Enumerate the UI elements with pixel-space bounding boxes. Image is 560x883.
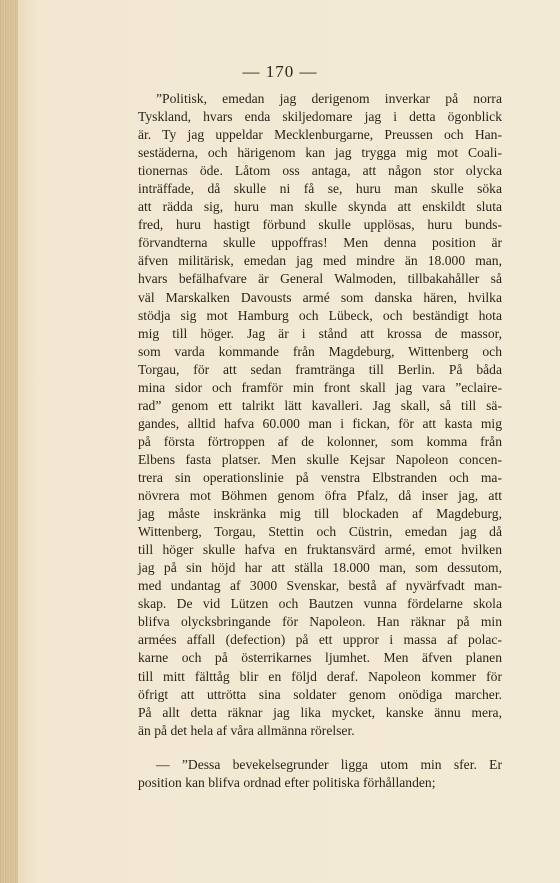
text-line: ”Politisk, emedan jag derigenom inverkar på norra <box>156 91 502 106</box>
body-text <box>138 90 502 792</box>
text-line: Tyskland, hvars enda skiljedomare jag i detta ögonblick <box>138 109 502 125</box>
text-line: att rädda sig, huru man skulle skynda att enskildt sluta <box>138 199 502 215</box>
text-line: mig till höger. Jag är i stånd att krossa de massor, <box>138 325 502 341</box>
text-line: är. Ty jag uppeldar Mecklenburgarne, Preussen och Han- <box>138 127 502 143</box>
text-line: karne och på österrikarnes ljumhet. Men äfven planen <box>138 650 502 666</box>
paragraph-1 <box>138 90 502 740</box>
text-line: till höger skulle hafva en fruktansvärd armé, emot hvilken <box>138 542 502 558</box>
page-binding-edge <box>0 0 18 883</box>
text-line: äfven militärisk, emedan jag med mindre än 18.000 man, <box>138 253 502 269</box>
text-line: öfrigt att uttrötta sina soldater genom onödiga marcher. <box>138 686 502 702</box>
text-line: stödja sig mot Hamburg och Lübeck, och beständigt hota <box>138 307 502 323</box>
paragraph-gap <box>138 740 502 756</box>
text-line: blifva olycksbringande för Napoleon. Han räknar på min <box>138 614 502 630</box>
text-line: sestäderna, och härigenom kan jag trygga mig mot Coali- <box>138 145 502 161</box>
text-line: jag på sin höjd har att ställa 18.000 man, som dessutom, <box>138 560 502 576</box>
text-line: gandes, alltid hafva 60.000 man i fickan, för att kasta mig <box>138 415 502 431</box>
text-line: inträffade, då skulle ni få se, huru man skulle söka <box>138 181 502 197</box>
text-line: Elbens fasta platser. Men skulle Kejsar Napoleon concen- <box>138 451 502 467</box>
text-line: fred, huru hastigt förbund skulle upplösas, huru bunds- <box>138 217 502 233</box>
text-line: mina sidor och framför min front skall jag vara ”eclaire- <box>138 379 502 395</box>
text-line: skap. De vid Lützen och Bautzen vunna fördelarne skola <box>138 596 502 612</box>
text-line: till mitt fälttåg blir en följd deraf. Napoleon kommer för <box>138 668 502 684</box>
text-line: på första förtroppen af de kolonner, som komma från <box>138 433 502 449</box>
text-line: förvandterna skulle uppoffras! Men denna position är <box>138 235 502 251</box>
text-line: som varda kommande från Magdeburg, Wittenberg och <box>138 343 502 359</box>
text-line: trera sin operationslinie på venstra Elbstranden och ma- <box>138 469 502 485</box>
text-line: rad” genom ett talrikt lätt kavalleri. Jag skall, så till sä- <box>138 397 502 413</box>
text-line: armées affall (defection) på ett uppror i massa af polac- <box>138 632 502 648</box>
text-line: På allt detta räknar jag lika mycket, kanske ännu mera, <box>138 704 502 720</box>
text-line: med undantag af 3000 Svenskar, bestå af nyvärfvadt man- <box>138 578 502 594</box>
text-line: tionernas öde. Låtom oss antaga, att någon stor olycka <box>138 163 502 179</box>
text-line: Torgau, för att sedan framtränga till Berlin. På båda <box>138 361 502 377</box>
text-line: Wittenberg, Torgau, Stettin och Cüstrin, emedan jag då <box>138 524 502 540</box>
paragraph-2 <box>138 756 502 792</box>
text-line: növrera mot Böhmen genom öfra Pfalz, då inser jag, att <box>138 488 502 504</box>
text-line: än på det hela af våra allmänna rörelser. <box>138 722 355 738</box>
text-line: position kan blifva ordnad efter politiska förhållanden; <box>138 774 436 790</box>
page-number: — 170 — <box>242 62 318 81</box>
text-line: hvars befälhafvare är General Walmoden, tillbakahåller så <box>138 271 502 287</box>
text-line: väl Marskalken Davousts armé som danska hären, hvilka <box>138 289 502 305</box>
text-line: jag måste inskränka mig till blockaden af Magdeburg, <box>138 506 502 522</box>
text-line: — ”Dessa bevekelsegrunder ligga utom min sfer. Er <box>156 756 502 772</box>
